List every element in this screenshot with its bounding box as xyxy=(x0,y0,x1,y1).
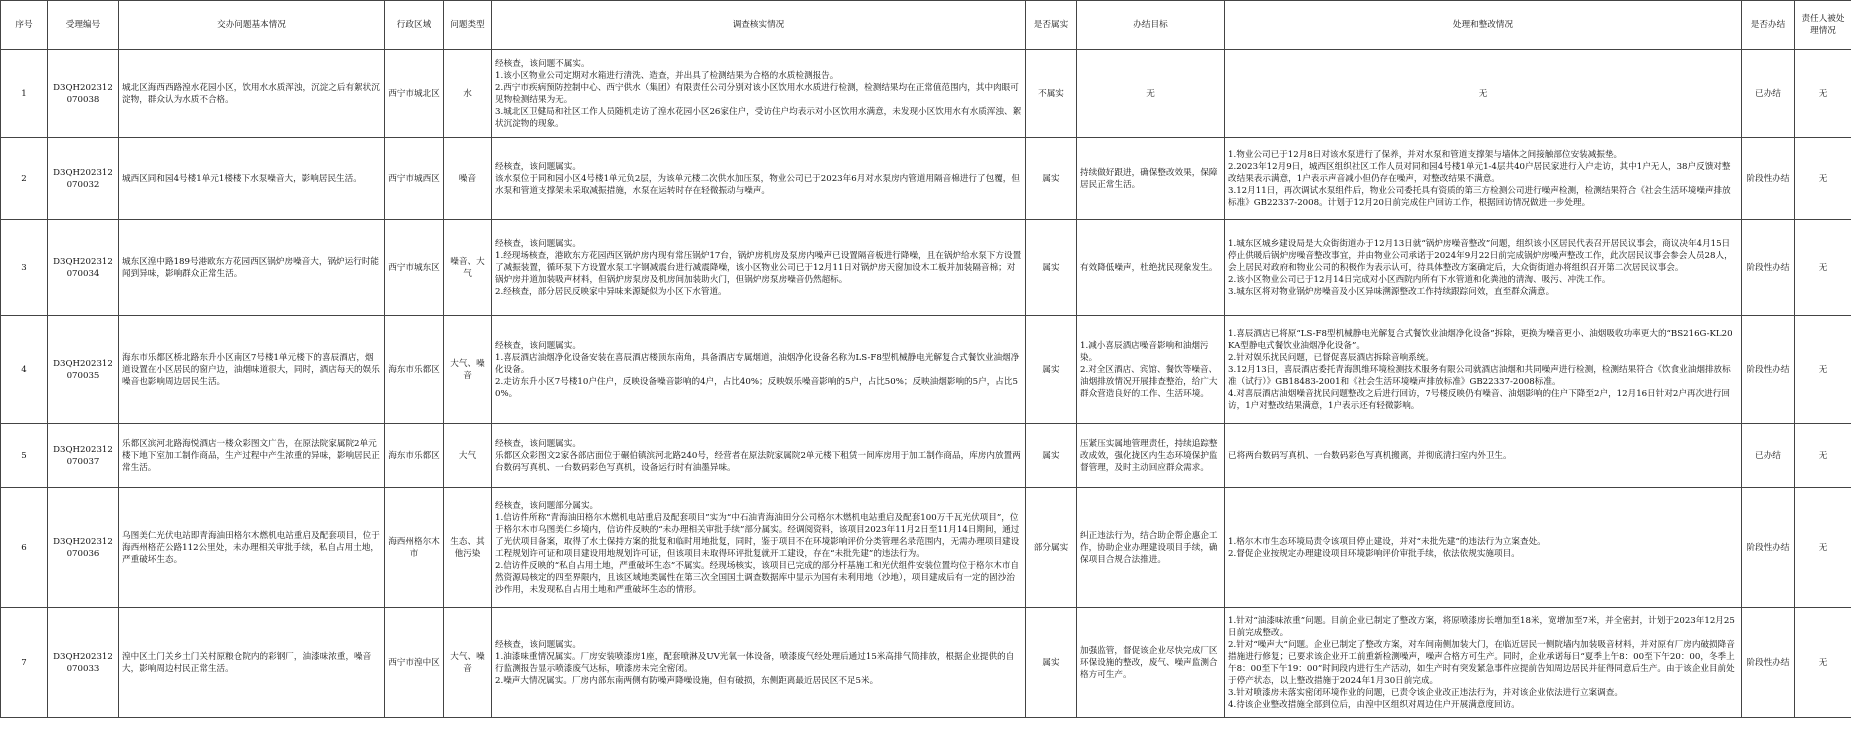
row-handling-line: 1.格尔木市生态环境局责令该项目停止建设，并对“未批先建”的违法行为立案查处。 xyxy=(1228,536,1546,547)
row-handling-line: 1.针对“油漆味浓重”问题。目前企业已制定了整改方案，将原喷漆房长增加至18米，宽增加至7米，并全密封，计划于2023年12月25日前完成整改。 xyxy=(1228,615,1735,638)
row-investigation-line: 2.信访件反映的“私自占用土地，严重破坏生态”不属实。经现场核实，该项目已完成的部分杆基施工和光伏组件安装位置均位于格尔木市自然资源局核定的四至界限内，且该区域地类属性在第三次全国国土调查数据库中显示为国有未利用地（沙地），项目建成后有一定的固沙治沙作用，未发现私自占用土地和严重破坏生态的情形。 xyxy=(495,560,1020,595)
row-handling-line: 已将两台数码写真机、一台数码彩色写真机搬离，并彻底清扫室内外卫生。 xyxy=(1228,450,1512,461)
row-investigation-line: 经核查，该问题不属实。 xyxy=(495,58,590,69)
row-true: 属实 xyxy=(1026,424,1077,488)
row-handling-line: 无 xyxy=(1478,88,1488,99)
row-investigation-line: 该水泵位于同和园小区4号楼1单元负2层，为该单元楼二次供水加压泵，物业公司已于2023年6月对水泵房内管道用隔音棉进行了包覆，但水泵和管道支撑架未采取减振措施，水泵在运转时存在轻微振动与噪声。 xyxy=(495,173,1020,196)
row-investigation-line: 经核查，该问题属实。 xyxy=(495,340,581,351)
row-id: D3QH202312070038 xyxy=(48,50,119,138)
row-resp: 无 xyxy=(1795,316,1851,424)
row-type: 水 xyxy=(444,50,492,138)
row-region: 西宁市城北区 xyxy=(385,50,444,138)
row-id: D3QH202312070034 xyxy=(48,220,119,316)
row-done: 已办结 xyxy=(1742,424,1795,488)
row-handling-line: 2.该小区物业公司已于12月14日完成对小区西院内所有下水管道和化粪池的清淘、吸污、冲洗工作。 xyxy=(1228,274,1611,285)
row-handling xyxy=(1225,424,1742,488)
table-row xyxy=(1,316,1851,424)
row-problem: 乐都区滨河北路海悦酒店一楼众彩图文广告，在原法院家属院2单元楼下地下室加工制作商品，生产过程中产生浓重的异味，影响居民正常生活。 xyxy=(119,424,385,488)
row-region: 海东市乐都区 xyxy=(385,316,444,424)
row-id: D3QH202312070032 xyxy=(48,138,119,220)
row-investigation-line: 1.该小区物业公司定期对水箱进行清洗、造查，并出具了检测结果为合格的水质检测报告。 xyxy=(495,70,839,81)
row-id: D3QH202312070037 xyxy=(48,424,119,488)
row-type: 噪音、大气 xyxy=(444,220,492,316)
header-handling: 处理和整改情况 xyxy=(1225,1,1742,50)
header-investigation: 调查核实情况 xyxy=(492,1,1026,50)
table-row xyxy=(1,50,1851,138)
row-handling xyxy=(1225,138,1742,220)
row-investigation xyxy=(492,138,1026,220)
row-type: 生态、其他污染 xyxy=(444,488,492,608)
row-investigation-line: 经核查，该问题属实。 xyxy=(495,161,581,172)
row-resp: 无 xyxy=(1795,488,1851,608)
header-problem: 交办问题基本情况 xyxy=(119,1,385,50)
row-no: 7 xyxy=(1,608,48,718)
row-resp: 无 xyxy=(1795,424,1851,488)
row-investigation-line: 经核查，该问题属实。 xyxy=(495,639,581,650)
row-done: 阶段性办结 xyxy=(1742,488,1795,608)
row-handling-line: 3.12月11日，再次调试水泵组件后，物业公司委托具有资质的第三方检测公司进行噪声检测，检测结果符合《社会生活环境噪声排放标准》GB22337-2008。计划于12月20日前完成住户回访工作，根据回访情况做进一步处理。 xyxy=(1228,185,1731,208)
row-region: 海西州格尔木市 xyxy=(385,488,444,608)
row-resp: 无 xyxy=(1795,608,1851,718)
row-handling xyxy=(1225,608,1742,718)
row-resp: 无 xyxy=(1795,138,1851,220)
row-handling xyxy=(1225,50,1742,138)
row-problem: 城北区海西西路湟水花园小区，饮用水水质浑浊，沉淀之后有絮状沉淀物，群众认为水质不合格。 xyxy=(119,50,385,138)
row-no: 6 xyxy=(1,488,48,608)
row-type: 大气、噪音 xyxy=(444,608,492,718)
header-id: 受理编号 xyxy=(48,1,119,50)
row-handling xyxy=(1225,316,1742,424)
header-done: 是否办结 xyxy=(1742,1,1795,50)
header-no: 序号 xyxy=(1,1,48,50)
row-no: 2 xyxy=(1,138,48,220)
row-investigation-line: 2.走访东升小区7号楼10户住户，反映设备噪音影响的4户，占比40%；反映娱乐噪音影响的5户，占比50%；反映油烟影响的5户，占比50%。 xyxy=(495,376,1018,399)
row-handling-line: 1.喜辰酒店已将原“LS-F8型机械静电光解复合式餐饮业油烟净化设备”拆除，更换为噪音更小、油烟吸收功率更大的“BS216G-KL20KA型静电式餐饮业油烟净化设备”。 xyxy=(1228,328,1733,351)
table-row xyxy=(1,138,1851,220)
row-investigation xyxy=(492,488,1026,608)
row-investigation xyxy=(492,608,1026,718)
row-target: 压紧压实属地管理责任，持续追踪整改成效，强化拢区内生态环境保护监督管理，及时主动回应群众需求。 xyxy=(1077,424,1225,488)
table-header-row xyxy=(1,1,1851,50)
header-true: 是否属实 xyxy=(1026,1,1077,50)
row-no: 3 xyxy=(1,220,48,316)
row-handling-line: 2.针对“噪声大”问题。企业已制定了整改方案，对车间南侧加装大门，在临近居民一侧院墙内加装吸音材料，并对原有厂房内破损降音措施进行修复；已要求该企业开工前重新检测噪声，噪声合格方可生产。同时，企业承诺每日“夏季上午8：00至下午20：00，冬季上午8：00至下午19：00”时间段内进行生产活动，如生产时有突发紧急事件应提前告知周边居民并征得同意后生产。由于该企业目前处于停产状态，以上整改措施于2024年1月30日前完成。 xyxy=(1228,639,1735,686)
row-handling-line: 3.针对喷漆房未落实密闭环境作业的问题，已责令该企业改正违法行为，并对该企业依法进行立案调查。 xyxy=(1228,687,1623,698)
row-target: 无 xyxy=(1077,50,1225,138)
row-region: 西宁市湟中区 xyxy=(385,608,444,718)
row-problem: 城西区同和园4号楼1单元1楼楼下水泵噪音大，影响居民生活。 xyxy=(119,138,385,220)
row-id: D3QH202312070036 xyxy=(48,488,119,608)
row-true: 属实 xyxy=(1026,138,1077,220)
row-investigation-line: 经核查，该问题部分属实。 xyxy=(495,500,599,511)
row-investigation-line: 1.喜辰酒店油烟净化设备安装在喜辰酒店楼顶东南角，具备酒店专属烟道，油烟净化设备名称为LS-F8型机械静电光解复合式餐饮业油烟净化设备。 xyxy=(495,352,1020,375)
row-no: 4 xyxy=(1,316,48,424)
row-resp: 无 xyxy=(1795,220,1851,316)
row-investigation-line: 2.噪声大情况属实。厂房内部东南两侧有防噪声降噪设施，但有破损，东侧距离最近居民区不足5米。 xyxy=(495,675,879,686)
row-handling xyxy=(1225,488,1742,608)
row-handling xyxy=(1225,220,1742,316)
table-row xyxy=(1,488,1851,608)
row-investigation-line: 1.信访件所称“青海油田格尔木燃机电站重启及配套项目”实为“中石油青海油田分公司格尔木燃机电站重启及配套100万千瓦光伏项目”，位于格尔木市乌图美仁乡境内，信访件反映的“未办理相关审批手续”部分属实。经调阅资料，该项目2023年11月2日至11月14日期间，通过了光伏项目备案，取得了水土保持方案的批复和临时用地批复，同时，鉴于项目不在环境影响评价分类管理名录范围内，无需办理项目建设工程规划许可证和项目建设用地规划许可证，但该项目未取得环评批复就开工建设，存在“未批先建”的违法行为。 xyxy=(495,512,1020,559)
row-true: 属实 xyxy=(1026,220,1077,316)
header-target: 办结目标 xyxy=(1077,1,1225,50)
row-no: 5 xyxy=(1,424,48,488)
row-done: 阶段性办结 xyxy=(1742,316,1795,424)
row-investigation xyxy=(492,316,1026,424)
row-investigation-line: 1.油漆味重情况属实。厂房安装喷漆房1座，配套喷淋及UV光氧一体设备，喷漆废气经处理后通过15米高排气筒排放，根据企业提供的自行监测报告显示喷漆废气达标，喷漆房未完全密闭。 xyxy=(495,651,1015,674)
row-problem: 湟中区土门关乡土门关村原粮仓院内的彩钢厂，油漆味浓重，噪音大，影响周边村民正常生活。 xyxy=(119,608,385,718)
row-done: 阶段性办结 xyxy=(1742,608,1795,718)
row-type: 大气、噪音 xyxy=(444,316,492,424)
row-target: 纠正违法行为，结合助企帮企惠企工作，协助企业办理建设项目手续，确保项目合规合法推进。 xyxy=(1077,488,1225,608)
row-investigation xyxy=(492,424,1026,488)
header-type: 问题类型 xyxy=(444,1,492,50)
header-region: 行政区域 xyxy=(385,1,444,50)
row-true: 属实 xyxy=(1026,608,1077,718)
row-investigation-line: 经核查，该问题属实。 xyxy=(495,238,581,249)
row-region: 海东市乐都区 xyxy=(385,424,444,488)
row-resp: 无 xyxy=(1795,50,1851,138)
row-region: 西宁市城西区 xyxy=(385,138,444,220)
row-true: 部分属实 xyxy=(1026,488,1077,608)
row-handling-line: 2.针对娱乐扰民问题，已督促喜辰酒店拆除音响系统。 xyxy=(1228,352,1434,363)
row-target: 有效降低噪声，杜绝扰民现象发生。 xyxy=(1077,220,1225,316)
row-problem: 乌图美仁光伏电站即青海油田格尔木燃机电站重启及配套项目，位于海西州格茫公路112公里处，未办理相关审批手续，私自占用土地，严重破坏生态。 xyxy=(119,488,385,608)
row-handling-line: 1.城东区城乡建设局是大众街街道办于12月13日就“锅炉房噪音整改”问题，组织该小区居民代表召开居民议事会，商议决年4月15日停止供暖后锅炉房噪音整改事宜，并由物业公司承诺于2024年9月22日前完成锅炉房噪声整改工作，此次居民议事会参会人员28人，会上居民对政府和物业公司的积极作为表示认可，待具体整改方案确定后，大众街街道办将组织召开第二次居民议事会。 xyxy=(1228,238,1733,273)
row-investigation-line: 3.城北区卫健局和社区工作人员随机走访了湟水花园小区26家住户，受访住户均表示对小区饮用水满意，未发现小区饮用水有水质浑浊、絮状沉淀物的现象。 xyxy=(495,106,1022,129)
row-handling-line: 2.督促企业按规定办理建设项目环境影响评价审批手续，依法依规实施项目。 xyxy=(1228,548,1520,559)
row-investigation-line: 1.经现场核查，港欧东方花园西区锅炉房内现有常压锅炉17台，锅炉房机房及泵房内噪声已设置隔音板进行降噪，且在锅炉给水泵下方设置了减振装置，循环泵下方设置水泵工字钢减震台进行减震降噪，该小区物业公司已于12月11日对锅炉房天窗加设木工板并加装隔音棉；对锅炉房并道加装吸声材料，但锅炉房泵房及机房间加装助火门，但锅炉房泵房噪音仍然超标。 xyxy=(495,250,1022,285)
row-investigation xyxy=(492,50,1026,138)
row-target: 加强监管，督促该企业尽快完成厂区环保设施的整改，废气、噪声监测合格方可生产。 xyxy=(1077,608,1225,718)
row-type: 噪音 xyxy=(444,138,492,220)
table-row xyxy=(1,608,1851,718)
row-investigation xyxy=(492,220,1026,316)
row-done: 阶段性办结 xyxy=(1742,220,1795,316)
row-target: 1.减小喜辰酒店噪音影响和油烟污染。 2.对全区酒店、宾馆、餐饮等噪音、油烟排放情况开展排查整治，给广大群众营造良好的工作、生活环境。 xyxy=(1077,316,1225,424)
row-type: 大气 xyxy=(444,424,492,488)
table-row xyxy=(1,424,1851,488)
row-true: 属实 xyxy=(1026,316,1077,424)
table-row xyxy=(1,220,1851,316)
row-handling-line: 4.对喜辰酒店油烟噪音扰民问题整改之后进行回访，7号楼反映仍有噪音、油烟影响的住户下降至2户，12月16日针对2户再次进行回访，1户对整改结果满意，1户表示还有轻微影响。 xyxy=(1228,388,1730,411)
row-id: D3QH202312070035 xyxy=(48,316,119,424)
row-investigation-line: 2.西宁市疾病预防控制中心、西宁供水（集团）有限责任公司分别对该小区饮用水水质进行检测，检测结果均在正常值范围内，其中肉眼可见物检测结果为无。 xyxy=(495,82,1019,105)
row-handling-line: 1.物业公司已于12月8日对该水泵进行了保养，并对水泵和管道支撑架与墙体之间接触部位安装减振垫。 xyxy=(1228,149,1623,160)
row-problem: 海东市乐都区桥北路东升小区南区7号楼1单元楼下的喜辰酒店，烟道设置在小区居民的窗户边，油烟味道很大，同时，酒店每天的娱乐噪音也影响周边居民生活。 xyxy=(119,316,385,424)
row-handling-line: 2.2023年12月9日，城西区组织社区工作人员对同和园4号楼1单元1-4层共40户居民家进行入户走访，其中1户无人，38户反馈对整改结果表示满意，1户表示声音减小但仍存在噪声，对整改结果不满意。 xyxy=(1228,161,1731,184)
row-true: 不属实 xyxy=(1026,50,1077,138)
row-region: 西宁市城东区 xyxy=(385,220,444,316)
header-resp: 责任人被处理情况 xyxy=(1795,1,1851,50)
row-done: 已办结 xyxy=(1742,50,1795,138)
row-problem: 城东区湟中路189号港欧东方花园西区锅炉房噪音大，锅炉运行时能闻到异味，影响群众正常生活。 xyxy=(119,220,385,316)
row-handling-line: 4.待该企业整改措施全部到位后，由湟中区组织对周边住户开展满意度回访。 xyxy=(1228,699,1520,710)
row-id: D3QH202312070033 xyxy=(48,608,119,718)
row-no: 1 xyxy=(1,50,48,138)
row-target: 持续做好跟进，确保整改效果，保障居民正常生活。 xyxy=(1077,138,1225,220)
row-investigation-line: 乐都区众彩图文2家各部店面位于碾伯镇滨河北路240号，经营者在原法院家属院2单元楼下租赁一间库房用于加工制作商品，库房内放置两台数码写真机、一台数码彩色写真机，设备运行时有油墨异味。 xyxy=(495,450,1021,473)
row-handling-line: 3.城东区将对物业锅炉房噪音及小区异味溯源整改工作持续跟踪问效，直至群众满意。 xyxy=(1228,286,1555,297)
row-investigation-line: 经核查，该问题属实。 xyxy=(495,438,581,449)
row-investigation-line: 2.经核查，部分居民反映家中异味来源疑似为小区下水管道。 xyxy=(495,286,727,297)
row-handling-line: 3.12月13日，喜辰酒店委托青海凯维环境检测技术服务有限公司就酒店油烟和共同噪声进行检测，检测结果符合《饮食业油烟排放标准（试行）》GB18483-2001和《社会生活环境噪声排放标准》GB22337-2008标准。 xyxy=(1228,364,1731,387)
row-done: 阶段性办结 xyxy=(1742,138,1795,220)
